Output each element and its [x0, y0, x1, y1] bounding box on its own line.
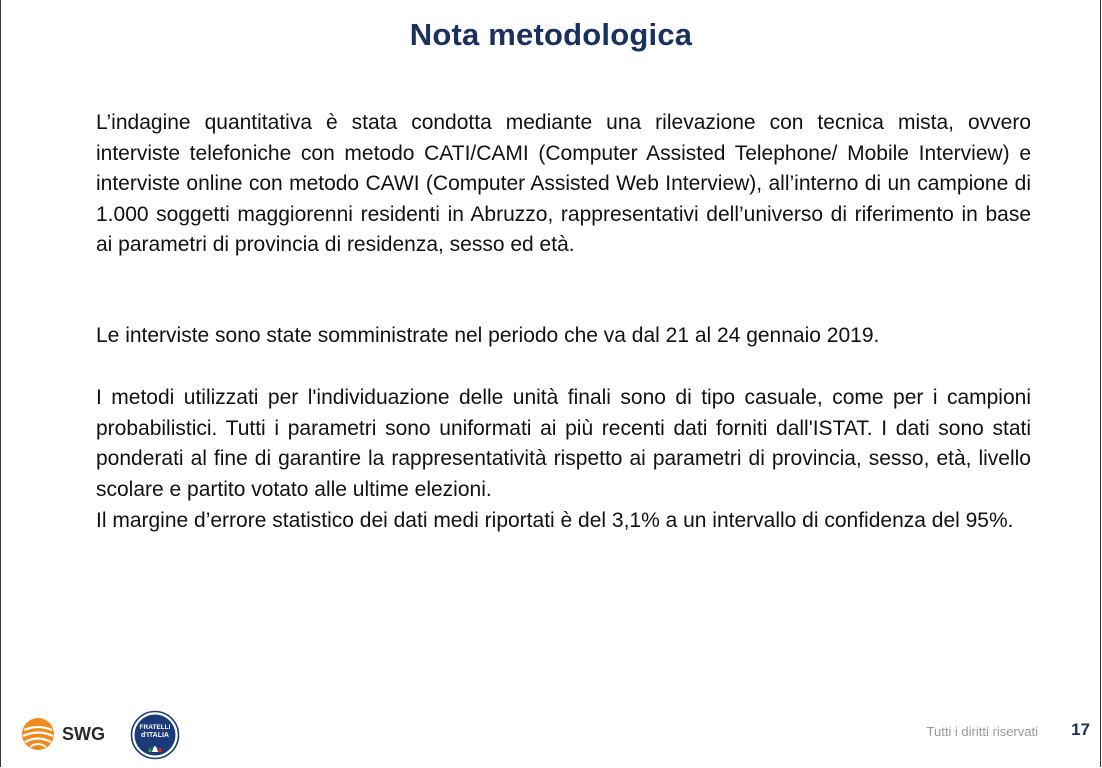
- fratelli-ditalia-logo: [130, 710, 180, 760]
- page-number: 17: [1071, 720, 1090, 739]
- svg-text:d'ITALIA: d'ITALIA: [141, 732, 169, 739]
- swg-globe-icon: [20, 716, 56, 752]
- swg-logo: [20, 712, 105, 756]
- margin-of-error-paragraph: Il margine d’errore statistico dei dati medi riportati è del 3,1% a un intervallo di confidenza del 95%.: [96, 509, 1014, 532]
- rights-notice: Tutti i diritti riservati: [926, 724, 1038, 739]
- svg-text:FRATELLI: FRATELLI: [139, 724, 171, 731]
- page-title: Nota metodologica: [409, 17, 693, 52]
- methodology-paragraph: L’indagine quantitativa è stata condotta mediante una rilevazione con tecnica mista, ovvero interviste telefoniche con metodo CATI/CAMI (Computer Assisted Telephone/ Mobile Interview) e interviste online con metodo CAWI (Computer Assisted Web Interview), all’interno di un campione di 1.000 soggetti maggiorenni residenti in Abruzzo, rappresentativi dell’universo di riferimento in base ai parametri di provincia di residenza, sesso ed età.: [96, 111, 1031, 256]
- swg-logo-text: SWG: [62, 723, 105, 744]
- period-paragraph: Le interviste sono state somministrate nel periodo che va dal 21 al 24 gennaio 2019.: [96, 324, 880, 347]
- sampling-paragraph: I metodi utilizzati per l'individuazione delle unità finali sono di tipo casuale, come per i campioni probabilistici. Tutti i parametri sono uniformati ai più recenti dati forniti dall'ISTAT. I dati sono stati ponderati al fine di garantire la rappresentatività rispetto ai parametri di provincia, sesso, età, livello scolare e partito votato alle ultime elezioni.: [96, 386, 1031, 501]
